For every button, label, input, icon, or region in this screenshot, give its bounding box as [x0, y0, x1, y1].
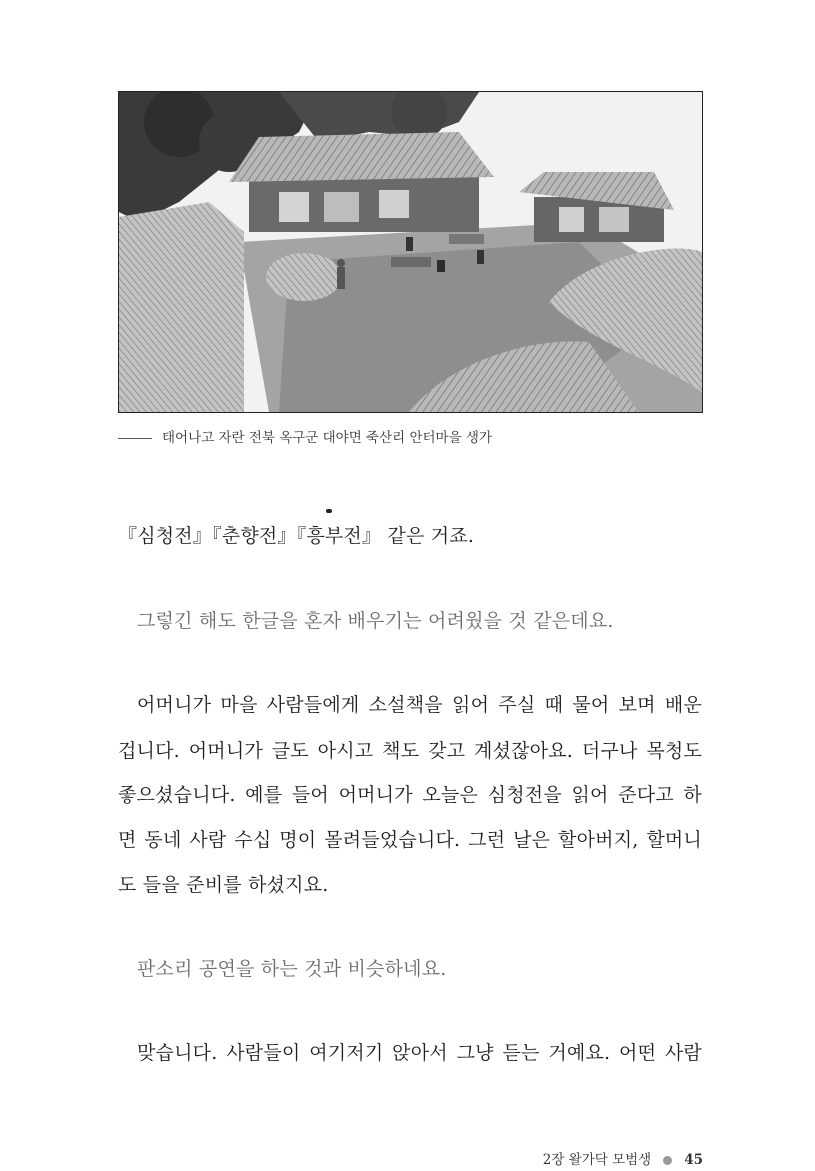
answer-line: 『심청전』『춘향전』『흥부전』 같은 거죠.	[118, 525, 475, 547]
paragraph-line: 면 동네 사람 수십 명이 몰려들었습니다. 그런 날은 할아버지, 할머니	[118, 829, 702, 851]
photo-caption	[118, 426, 492, 446]
ink-speck	[326, 509, 332, 513]
thatched-house-photo-icon	[119, 92, 702, 412]
house-photo	[118, 91, 703, 413]
paragraph-line: 맞습니다. 사람들이 여기저기 앉아서 그냥 듣는 거예요. 어떤 사람	[137, 1042, 702, 1064]
chapter-title: 2장 왈가닥 모범생	[542, 1152, 652, 1168]
interviewer-question: 그렇긴 해도 한글을 혼자 배우기는 어려웠을 것 같은데요.	[137, 610, 614, 632]
caption-rule	[118, 438, 152, 439]
footer-dot-icon	[663, 1156, 672, 1165]
paragraph-line: 도 들을 준비를 하셨지요.	[118, 874, 329, 896]
page-footer	[543, 1148, 703, 1168]
caption-text: 태어나고 자란 전북 옥구군 대야면 죽산리 안터마을 생가	[162, 430, 492, 446]
paragraph-line: 어머니가 마을 사람들에게 소설책을 읽어 주실 때 물어 보며 배운	[137, 694, 702, 716]
interviewer-question: 판소리 공연을 하는 것과 비슷하네요.	[137, 958, 447, 980]
paragraph-line: 좋으셨습니다. 예를 들어 어머니가 오늘은 심청전을 읽어 준다고 하	[118, 784, 702, 806]
paragraph-line: 겁니다. 어머니가 글도 아시고 책도 갖고 계셨잖아요. 더구나 목청도	[118, 740, 702, 762]
page-number: 45	[684, 1152, 703, 1168]
